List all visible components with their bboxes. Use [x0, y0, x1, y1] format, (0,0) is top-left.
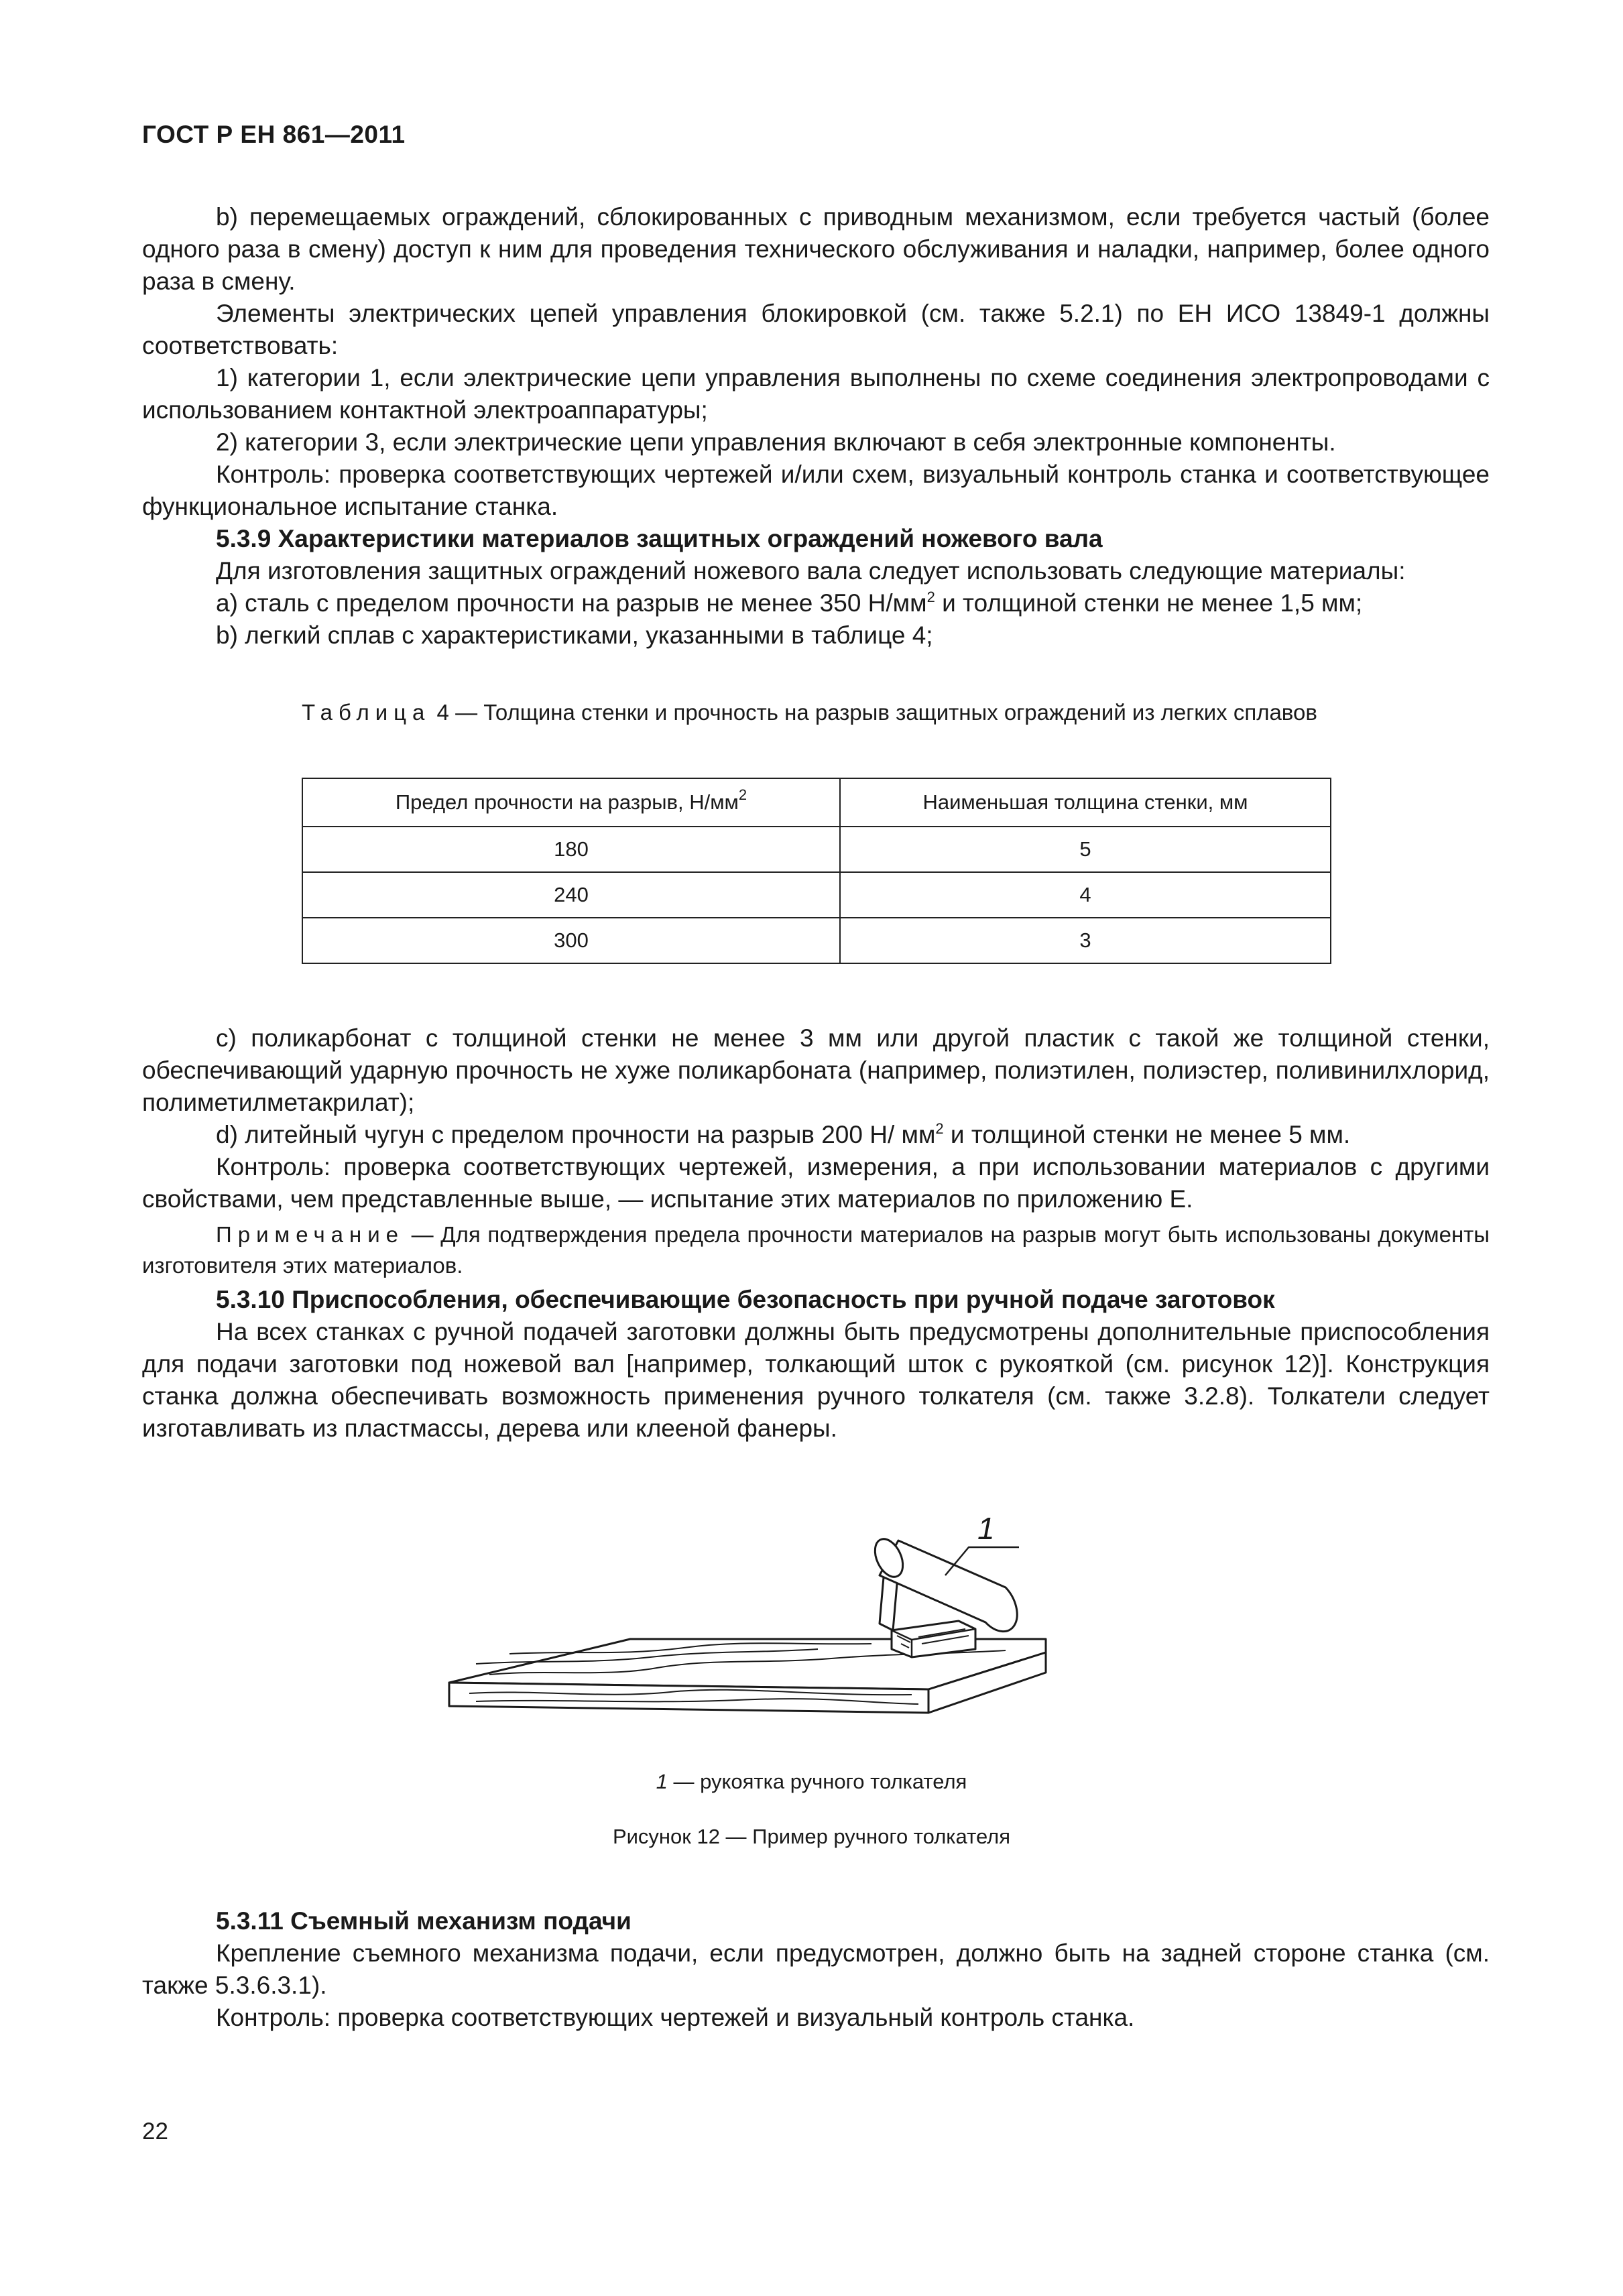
text-block-2 — [142, 1022, 1490, 1445]
cell-strength: 240 — [302, 872, 840, 918]
paragraph-materials-intro: Для изготовления защитных ограждений ножевого вала следует использовать следующие материалы: — [216, 557, 1406, 585]
table-header-row — [302, 778, 1331, 827]
cast-iron-sup: 2 — [935, 1120, 944, 1137]
section-heading-5-3-10: 5.3.10 Приспособления, обеспечивающие безопасность при ручной подаче заготовок — [216, 1286, 1275, 1313]
legend-text: — рукоятка ручного толкателя — [667, 1770, 967, 1793]
paragraph-steel — [142, 587, 1490, 619]
note-label: Примечание — [216, 1222, 405, 1247]
section-heading-5-3-9: 5.3.9 Характеристики материалов защитных ограждений ножевого вала — [216, 525, 1103, 552]
note — [142, 1219, 1490, 1281]
cell-strength: 300 — [302, 918, 840, 963]
paragraph-removable-feed: Крепление съемного механизма подачи, если предусмотрен, должно быть на задней стороне станка (см. также 5.3.6.3.1). — [142, 1939, 1490, 1999]
table-4-title: 4 — Толщина стенки и прочность на разрыв защитных ограждений из легких сплавов — [430, 700, 1317, 725]
document-header: ГОСТ Р ЕН 861—2011 — [142, 121, 406, 148]
figure-12-push-stick-drawing — [429, 1468, 1099, 1763]
steel-text-a: а) сталь с пределом прочности на разрыв не менее 350 Н/мм — [216, 589, 927, 617]
table-row — [302, 827, 1331, 872]
paragraph-b-interlocked-guards: b) перемещаемых ограждений, сблокированных с приводным механизмом, если требуется частый (более одного раза в смену) доступ к ним для проведения технического обслуживания и наладки, например, более одного раза в смену. — [142, 203, 1490, 295]
section-heading-5-3-11: 5.3.11 Съемный механизм подачи — [216, 1907, 632, 1935]
cast-iron-text-a: d) литейный чугун с пределом прочности на разрыв 200 Н/ мм — [216, 1121, 936, 1148]
cell-thickness: 3 — [840, 918, 1331, 963]
paragraph-control-elements: Элементы электрических цепей управления блокировкой (см. также 5.2.1) по ЕН ИСО 13849-1 должны соответствовать: — [142, 300, 1490, 359]
table-4-label: Таблица — [302, 700, 431, 725]
table-header-strength — [302, 778, 840, 827]
table-row — [302, 918, 1331, 963]
cell-thickness: 4 — [840, 872, 1331, 918]
header-strength-sup: 2 — [738, 786, 747, 803]
paragraph-check-2: Контроль: проверка соответствующих чертежей, измерения, а при использовании материалов с другими свойствами, чем представленные выше, — испытание этих материалов по приложению Е. — [142, 1153, 1490, 1213]
figure-12-legend — [0, 1770, 1623, 1794]
paragraph-category-1: 1) категории 1, если электрические цепи управления выполнены по схеме соединения электропроводами с использованием контактной электроаппаратуры; — [142, 364, 1490, 424]
cell-strength: 180 — [302, 827, 840, 872]
callout-number: 1 — [977, 1511, 995, 1546]
paragraph-cast-iron — [142, 1119, 1490, 1151]
paragraph-check-3: Контроль: проверка соответствующих чертежей и визуальный контроль станка. — [216, 2004, 1135, 2031]
paragraph-polycarbonate: c) поликарбонат с толщиной стенки не менее 3 мм или другой пластик с такой же толщиной стенки, обеспечивающий ударную прочность не хуже поликарбоната (например, полиэтилен, полиэстер, поливинилхлорид, полиметилметакрилат); — [142, 1024, 1490, 1116]
steel-text-b: и толщиной стенки не менее 1,5 мм; — [935, 589, 1363, 617]
table-header-thickness: Наименьшая толщина стенки, мм — [840, 778, 1331, 827]
header-strength-text: Предел прочности на разрыв, Н/мм — [395, 790, 739, 814]
table-4-caption — [302, 697, 1354, 728]
note-text: — Для подтверждения предела прочности материалов на разрыв могут быть использованы документы изготовителя этих материалов. — [142, 1222, 1490, 1278]
paragraph-light-alloy: b) легкий сплав с характеристиками, указанными в таблице 4; — [216, 621, 933, 649]
paragraph-push-stick: На всех станках с ручной подачей заготовки должны быть предусмотрены дополнительные приспособления для подачи заготовки под ножевой вал [например, толкающий шток с рукояткой (см. рисунок 12)]. Конструкция станка должна обеспечивать возможность применения ручного толкателя (см. также 3.2.8). Толкатели следует изготавливать из пластмассы, дерева или клееной фанеры. — [142, 1318, 1490, 1442]
legend-number: 1 — [656, 1770, 668, 1793]
steel-sup: 2 — [926, 589, 935, 605]
table-row — [302, 872, 1331, 918]
page-number: 22 — [142, 2118, 168, 2144]
figure-12-caption: Рисунок 12 — Пример ручного толкателя — [612, 1825, 1011, 1848]
paragraph-check-1: Контроль: проверка соответствующих чертежей и/или схем, визуальный контроль станка и соответствующее функциональное испытание станка. — [142, 461, 1490, 520]
table-4 — [302, 778, 1331, 964]
cell-thickness: 5 — [840, 827, 1331, 872]
cast-iron-text-b: и толщиной стенки не менее 5 мм. — [943, 1121, 1351, 1148]
text-block-1 — [142, 201, 1490, 652]
text-block-3 — [142, 1905, 1490, 2034]
paragraph-category-3: 2) категории 3, если электрические цепи управления включают в себя электронные компоненты. — [216, 428, 1336, 456]
